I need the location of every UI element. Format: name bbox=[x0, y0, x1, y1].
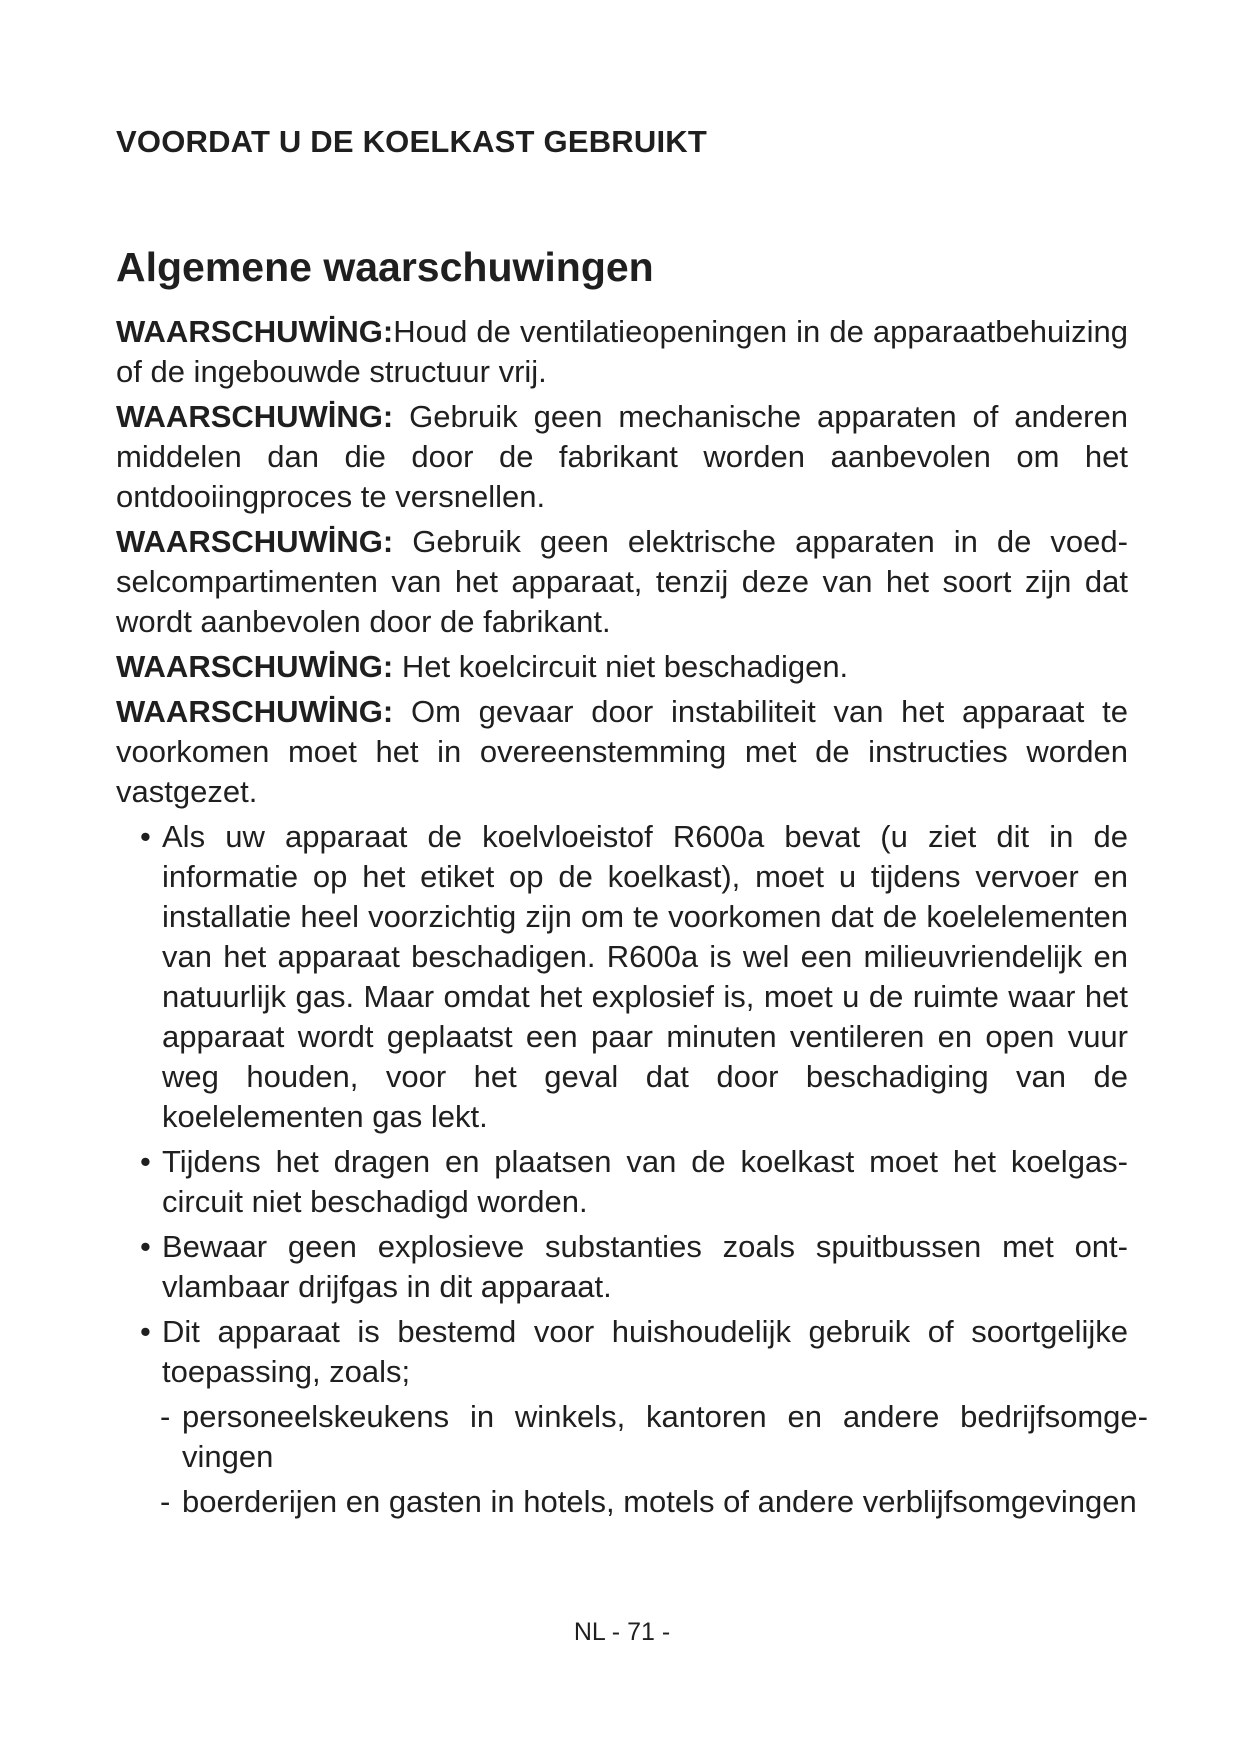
sub-list-item-text: boerderijen en gasten in hotels, motels of andere verblijfsomgevingen bbox=[182, 1484, 1137, 1519]
warning-text: Gebruik geen elektrische apparaten in de voedselcompartimenten van het apparaat, tenzij deze van het soort zijn dat wordt aanbevolen door de fabrikant. bbox=[116, 524, 1128, 639]
list-item bbox=[116, 1227, 1128, 1307]
warning-text: Gebruik geen mechanische apparaten of anderen middelen dan die door de fabrikant worden aanbevolen om het ontdooiingproces te versnellen. bbox=[116, 399, 1128, 514]
page-title: Algemene waarschuwingen bbox=[116, 244, 654, 290]
bullet-icon: • bbox=[140, 1229, 151, 1264]
sub-list-item-text: personeelskeukens in winkels, kantoren en andere bedrijfsomgevingen bbox=[182, 1399, 1148, 1474]
warning-paragraph bbox=[116, 522, 1128, 642]
list-item bbox=[116, 1142, 1128, 1222]
list-item bbox=[116, 817, 1128, 1137]
warning-label: WAARSCHUWİNG: bbox=[116, 399, 394, 434]
sub-list-item bbox=[116, 1482, 1148, 1522]
manual-page bbox=[116, 0, 1148, 1754]
warning-text: Houd de ventilatieopeningen in de apparaatbehuizing of de ingebouwde structuur vrij. bbox=[116, 314, 1128, 389]
page-number: NL - 71 - bbox=[573, 1618, 671, 1646]
warning-text: Om gevaar door instabiliteit van het apparaat te voorkomen moet het in overeenstemming met de instructies worden vastgezet. bbox=[116, 694, 1128, 809]
warning-paragraph bbox=[116, 312, 1128, 392]
list-item-text: Bewaar geen explosieve substanties zoals spuitbussen met ontvlambaar drijfgas in dit apparaat. bbox=[162, 1229, 1128, 1304]
bullet-icon: • bbox=[140, 1144, 151, 1179]
bullet-list bbox=[116, 817, 1128, 1392]
warning-paragraph bbox=[116, 647, 1128, 687]
warning-label: WAARSCHUWİNG: bbox=[116, 524, 394, 559]
warning-label: WAARSCHUWİNG: bbox=[116, 649, 394, 684]
list-item-text: Als uw apparaat de koelvloeistof R600a bevat (u ziet dit in de informatie op het etiket op de koelkast), moet u tijdens vervoer en installatie heel voorzichtig zijn om te voorkomen dat de koelelementen van het apparaat beschadigen. R600a is wel een milieuvriendelijk en natuurlijk gas. Maar omdat het explosief is, moet u de ruimte waar het apparaat wordt geplaatst een paar minuten ventileren en open vuur weg houden, voor het geval dat door beschadiging van de koelelementen gas lekt. bbox=[162, 819, 1128, 1134]
bullet-icon: • bbox=[140, 1314, 151, 1349]
sub-list-item bbox=[116, 1397, 1148, 1477]
bullet-icon: • bbox=[140, 819, 151, 854]
dash-icon: - bbox=[160, 1399, 171, 1434]
warning-label: WAARSCHUWİNG: bbox=[116, 314, 394, 349]
warning-label: WAARSCHUWİNG: bbox=[116, 694, 394, 729]
list-item-text: Tijdens het dragen en plaatsen van de koelkast moet het koelgascircuit niet beschadigd worden. bbox=[162, 1144, 1128, 1219]
body-text bbox=[116, 312, 1148, 1527]
warning-paragraph bbox=[116, 397, 1128, 517]
dash-icon: - bbox=[160, 1484, 171, 1519]
section-header: VOORDAT U DE KOELKAST GEBRUIKT bbox=[116, 124, 707, 159]
warning-text: Het koelcircuit niet beschadigen. bbox=[393, 649, 849, 684]
list-item bbox=[116, 1312, 1128, 1392]
warning-paragraph bbox=[116, 692, 1128, 812]
list-item-text: Dit apparaat is bestemd voor huishoudelijk gebruik of soortgelijke toepassing, zoals; bbox=[162, 1314, 1128, 1389]
